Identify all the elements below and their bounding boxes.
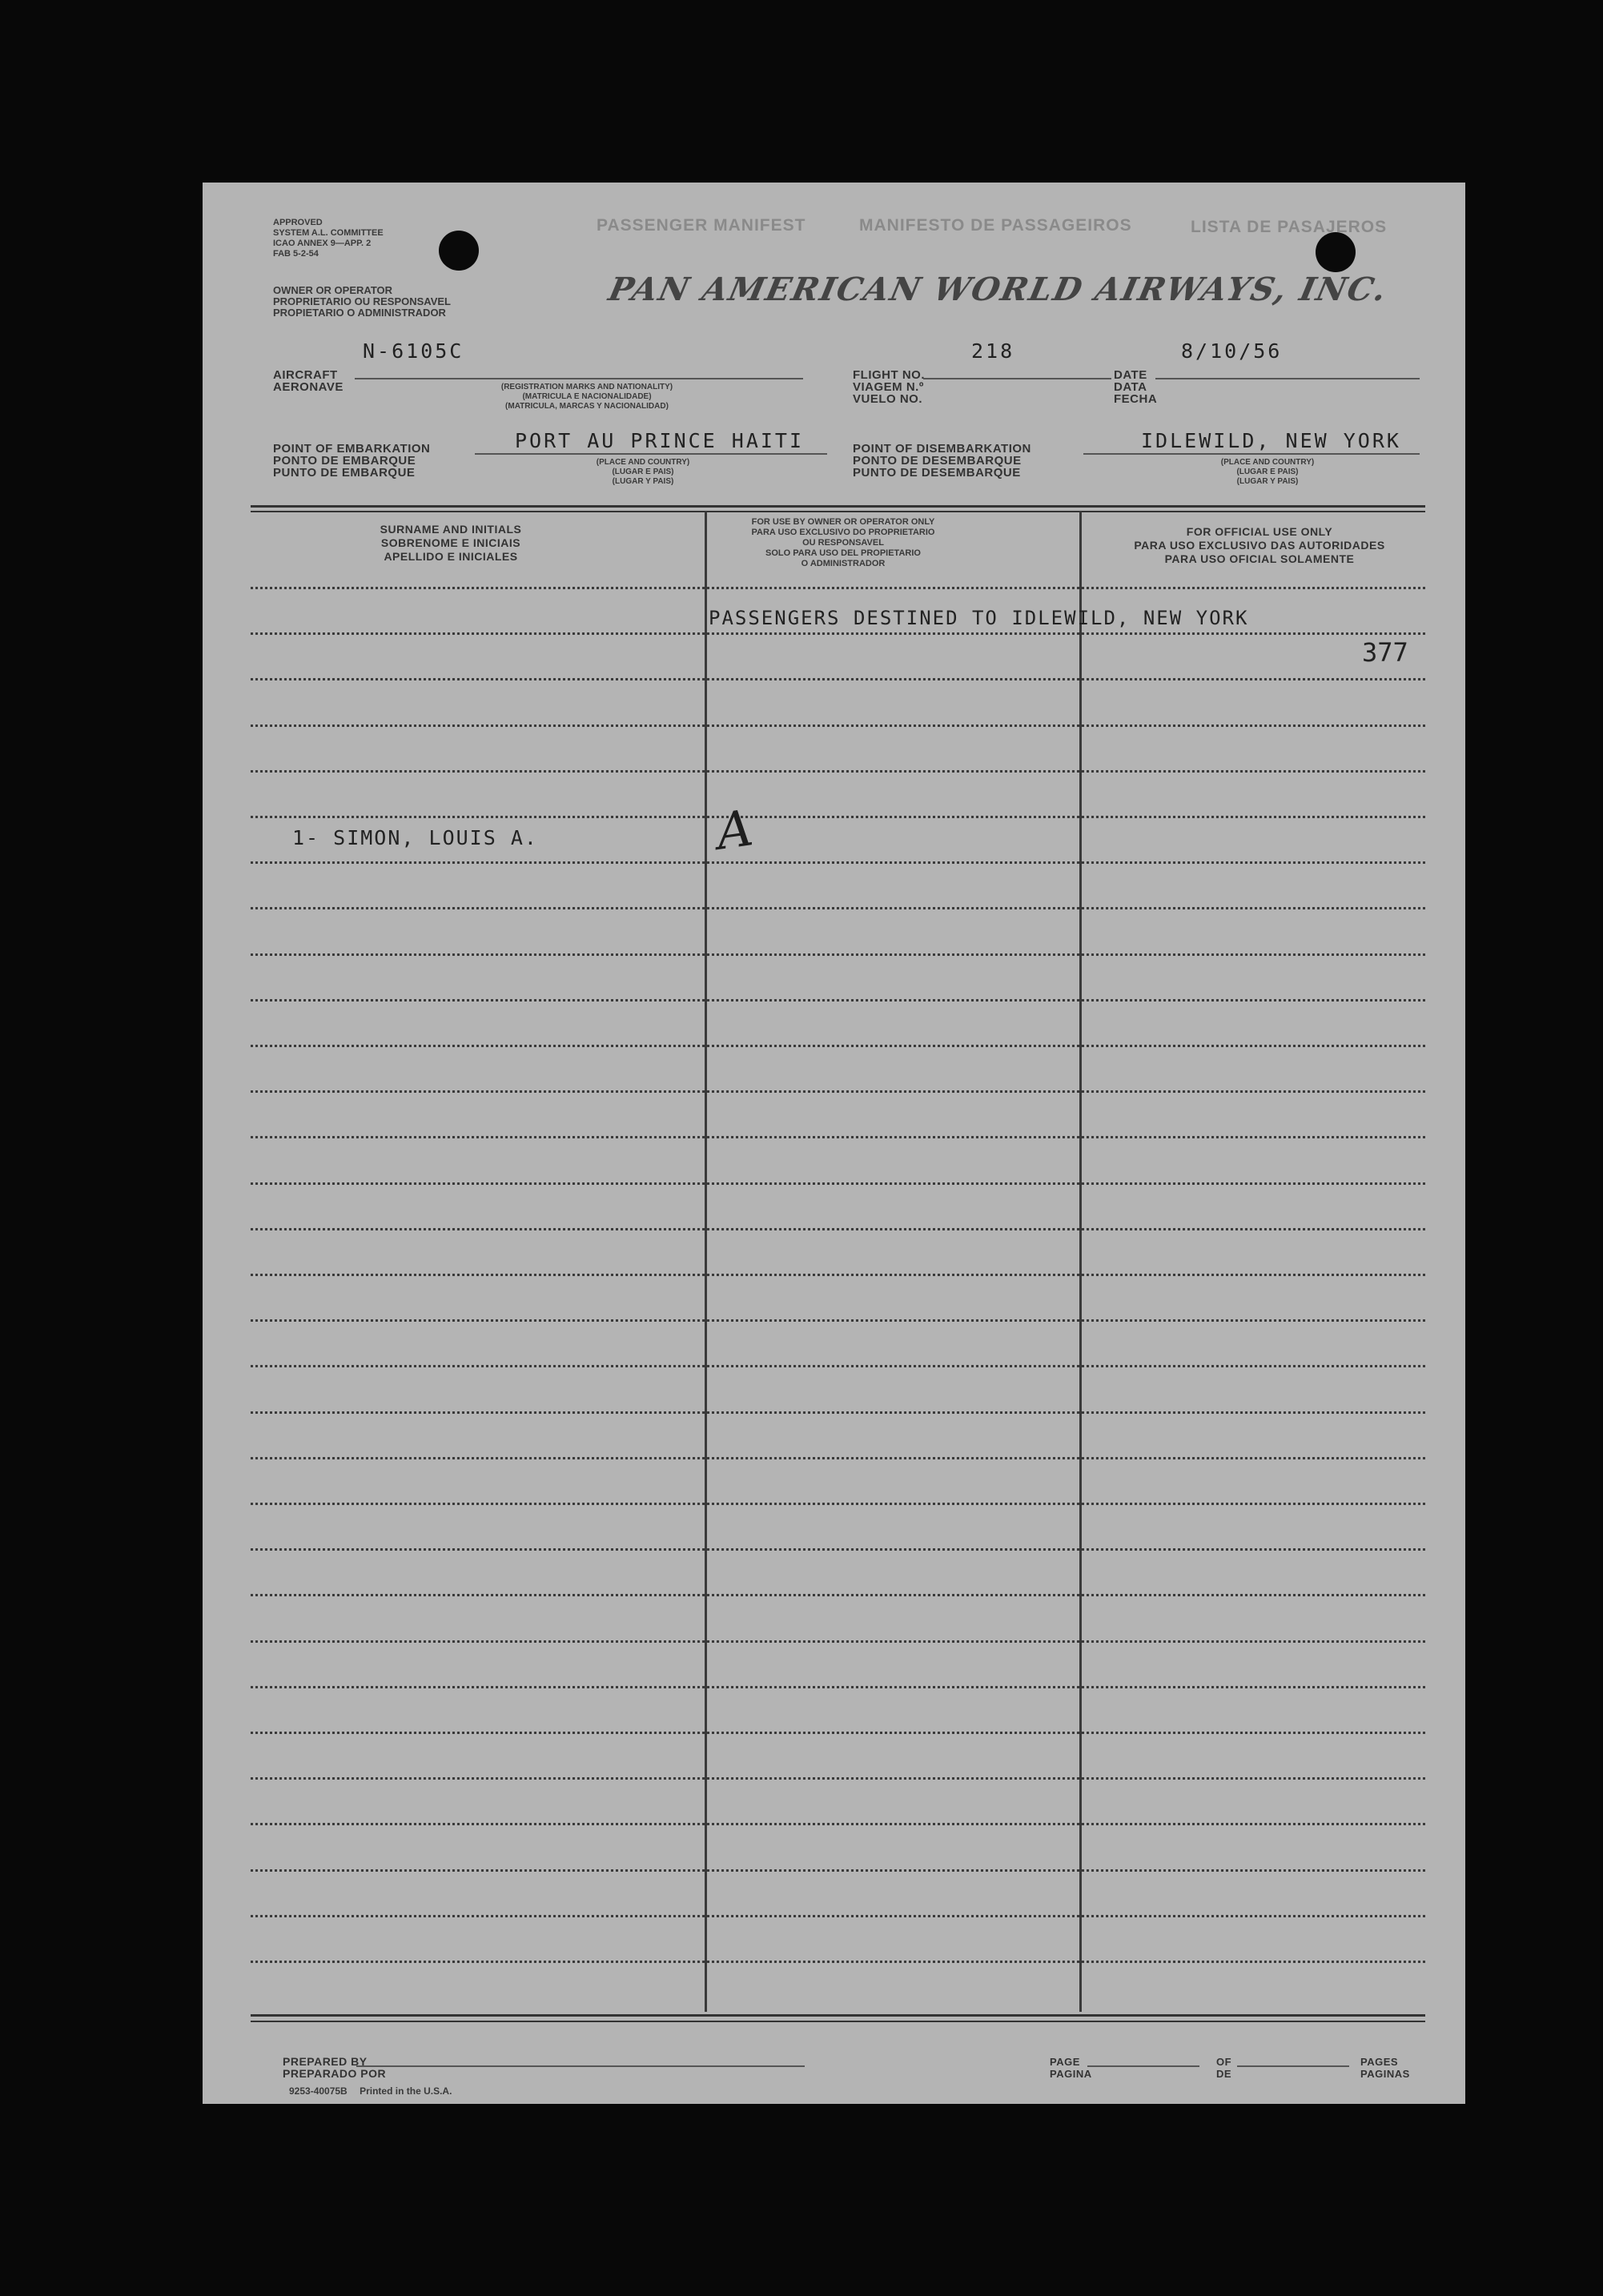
disembark-sub-es: (LUGAR Y PAIS) (1236, 477, 1299, 486)
prepared-by-label (283, 2056, 386, 2080)
title-passenger-manifest: PASSENGER MANIFEST (597, 216, 806, 235)
disembarkation-sublabel (1163, 458, 1372, 487)
airline-name: PAN AMERICAN WORLD AIRWAYS, INC. (605, 271, 1392, 308)
table-row-line (251, 861, 1425, 864)
table-row-line (251, 1961, 1425, 1963)
owner-label-es: PROPIETARIO O ADMINISTRADOR (273, 307, 446, 319)
table-row-line (251, 1457, 1425, 1459)
embark-sub-es: (LUGAR Y PAIS) (612, 477, 674, 486)
owner-label (273, 285, 451, 319)
page-label-en: PAGE (1050, 2056, 1080, 2068)
table-row-line (251, 1090, 1425, 1093)
table-row-line (251, 1640, 1425, 1643)
embark-label-es: PUNTO DE EMBARQUE (273, 466, 416, 480)
col1-header-pt: SOBRENOME E INICIAIS (380, 536, 521, 549)
table-row-line (251, 1411, 1425, 1414)
table-row-line (251, 587, 1425, 589)
manifest-sheet (203, 183, 1465, 2104)
table-row-line (251, 1823, 1425, 1825)
flight-label-pt: VIAGEM N.º (853, 380, 924, 394)
column-divider-2 (1079, 511, 1082, 2012)
punch-hole-right (1316, 232, 1356, 272)
embarkation-value: PORT AU PRINCE HAITI (515, 429, 805, 452)
prepared-label-pt: PREPARADO POR (283, 2067, 387, 2080)
page-label (1050, 2056, 1092, 2080)
disembark-label-en: POINT OF DISEMBARKATION (853, 442, 1031, 456)
table-row-line (251, 770, 1425, 773)
aircraft-label-en: AIRCRAFT (273, 368, 338, 382)
table-row-line (251, 1274, 1425, 1276)
pages-label-en: PAGES (1360, 2056, 1399, 2068)
flight-label-es: VUELO NO. (853, 392, 923, 406)
of-underline (1237, 2065, 1349, 2067)
table-bottom-rule-1 (251, 2014, 1425, 2017)
table-row-line (251, 1136, 1425, 1138)
table-row-line (251, 1869, 1425, 1872)
date-underline (1155, 378, 1420, 379)
column-divider-1 (705, 511, 707, 2012)
date-label (1114, 369, 1157, 405)
disembark-label-pt: PONTO DE DESEMBARQUE (853, 454, 1022, 468)
passenger-row-1-mark: A (713, 798, 757, 861)
col-header-owner (707, 517, 979, 569)
table-row-line (251, 678, 1425, 680)
note-passengers-destined: PASSENGERS DESTINED TO IDLEWILD, NEW YORK (709, 607, 1249, 629)
approval-block (273, 218, 384, 259)
owner-label-en: OWNER OR OPERATOR (273, 284, 393, 296)
col-header-surname (251, 523, 651, 564)
aircraft-label (273, 369, 344, 393)
col2-header-4: SOLO PARA USO DEL PROPIETARIO (765, 548, 921, 558)
pages-label-pt: PAGINAS (1360, 2068, 1410, 2080)
official-stamp-number: 377 (1362, 637, 1408, 668)
flight-label-en: FLIGHT NO. (853, 368, 925, 382)
aircraft-sub-en: (REGISTRATION MARKS AND NATIONALITY) (500, 383, 673, 391)
table-row-line (251, 953, 1425, 956)
approval-line-2: SYSTEM A.L. COMMITTEE (273, 228, 384, 238)
col2-header-3: OU RESPONSAVEL (802, 538, 884, 548)
embarkation-label (273, 443, 430, 479)
table-top-rule-2 (251, 511, 1425, 512)
table-row-line (251, 1777, 1425, 1780)
table-row-line (251, 816, 1425, 818)
table-row-line (251, 907, 1425, 909)
table-top-rule-1 (251, 505, 1425, 508)
col3-header-en: FOR OFFICIAL USE ONLY (1186, 525, 1333, 538)
table-row-line (251, 1319, 1425, 1322)
disembarkation-underline (1083, 453, 1420, 455)
title-manifesto: MANIFESTO DE PASSAGEIROS (859, 216, 1132, 235)
approval-line-3: ICAO ANNEX 9—APP. 2 (273, 239, 372, 248)
table-row-line (251, 1045, 1425, 1047)
col1-header-es: APELLIDO E INICIALES (384, 550, 518, 563)
table-row-line (251, 725, 1425, 727)
disembarkation-value: IDLEWILD, NEW YORK (1141, 429, 1401, 452)
disembark-sub-pt: (LUGAR E PAIS) (1236, 468, 1299, 476)
passenger-row-1: 1- SIMON, LOUIS A. (292, 826, 538, 849)
prepared-underline (356, 2065, 805, 2067)
approval-line-1: APPROVED (273, 218, 323, 227)
disembark-sub-en: (PLACE AND COUNTRY) (1220, 458, 1315, 467)
date-value: 8/10/56 (1181, 339, 1283, 363)
flight-underline (923, 378, 1111, 379)
aircraft-sublabel (443, 383, 731, 411)
col2-header-1: FOR USE BY OWNER OR OPERATOR ONLY (751, 517, 935, 527)
table-row-line (251, 632, 1425, 635)
col3-header-es: PARA USO OFICIAL SOLAMENTE (1164, 552, 1355, 565)
prepared-label-en: PREPARED BY (283, 2055, 368, 2068)
printed-in-usa: Printed in the U.S.A. (360, 2085, 452, 2097)
table-row-line (251, 1365, 1425, 1367)
table-row-line (251, 1228, 1425, 1230)
date-label-pt: DATA (1114, 380, 1147, 394)
embark-sub-en: (PLACE AND COUNTRY) (596, 458, 690, 467)
page-label-pt: PAGINA (1050, 2068, 1092, 2080)
of-label-pt: DE (1216, 2068, 1232, 2080)
table-row-line (251, 1182, 1425, 1185)
print-code-value: 9253-40075B (289, 2085, 348, 2097)
punch-hole-left (439, 231, 479, 271)
date-label-en: DATE (1114, 368, 1147, 382)
embark-label-en: POINT OF EMBARKATION (273, 442, 431, 456)
col-header-official (1083, 525, 1436, 566)
aircraft-sub-pt: (MATRICULA E NACIONALIDADE) (522, 392, 652, 401)
aircraft-underline (355, 378, 803, 379)
embark-label-pt: PONTO DE EMBARQUE (273, 454, 416, 468)
table-row-line (251, 1686, 1425, 1688)
flight-label (853, 369, 925, 405)
table-row-line (251, 1503, 1425, 1505)
page-underline (1087, 2065, 1199, 2067)
title-lista: LISTA DE PASAJEROS (1191, 218, 1388, 236)
table-row-line (251, 1548, 1425, 1551)
embarkation-underline (475, 453, 827, 455)
col1-header-en: SURNAME AND INITIALS (380, 523, 522, 536)
col2-header-5: O ADMINISTRADOR (801, 559, 886, 568)
table-row-line (251, 1915, 1425, 1917)
table-row-line (251, 1594, 1425, 1596)
table-bottom-rule-2 (251, 2021, 1425, 2022)
col2-header-2: PARA USO EXCLUSIVO DO PROPRIETARIO (751, 528, 935, 537)
aircraft-sub-es: (MATRICULA, MARCAS Y NACIONALIDAD) (505, 402, 669, 411)
aircraft-label-pt: AERONAVE (273, 380, 344, 394)
embarkation-sublabel (539, 458, 747, 487)
table-row-line (251, 1732, 1425, 1734)
flight-value: 218 (971, 339, 1015, 363)
approval-line-4: FAB 5-2-54 (273, 249, 319, 259)
date-label-es: FECHA (1114, 392, 1158, 406)
col3-header-pt: PARA USO EXCLUSIVO DAS AUTORIDADES (1134, 539, 1385, 552)
table-row-line (251, 999, 1425, 1001)
pages-label (1360, 2056, 1410, 2080)
of-label (1216, 2056, 1231, 2080)
embark-sub-pt: (LUGAR E PAIS) (612, 468, 674, 476)
aircraft-value: N-6105C (363, 339, 464, 363)
owner-label-pt: PROPRIETARIO OU RESPONSAVEL (273, 295, 451, 307)
disembarkation-label (853, 443, 1031, 479)
of-label-en: OF (1216, 2056, 1232, 2068)
disembark-label-es: PUNTO DE DESEMBARQUE (853, 466, 1021, 480)
print-code (289, 2085, 452, 2097)
